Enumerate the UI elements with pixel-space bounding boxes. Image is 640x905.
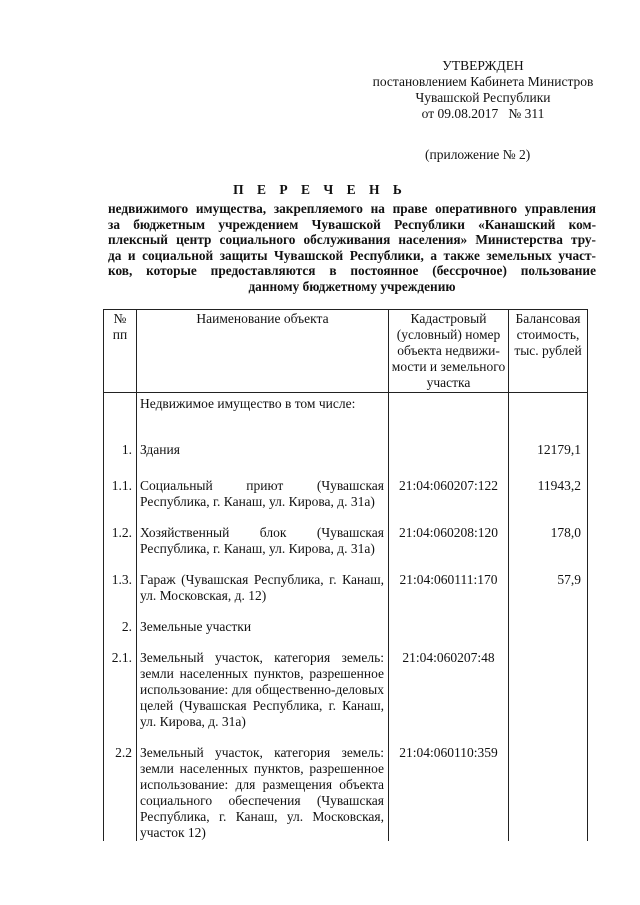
intro-cell: Недвижимое имущество в том числе:	[137, 393, 389, 443]
row-value	[509, 745, 588, 841]
subtitle-line: данному бюджетному учреждению	[248, 278, 456, 294]
document-title: П Е Р Е Ч Е Н Ь	[233, 182, 407, 197]
row-cadastral: 21:04:060207:122	[389, 478, 509, 525]
approval-line-2: Чувашской Республики	[415, 90, 551, 105]
row-num: 2.1.	[104, 650, 137, 745]
document-subtitle	[108, 201, 596, 294]
table-row	[104, 650, 588, 745]
subtitle-line: да и социальной защиты Чувашской Республики, а также земельных участ-	[108, 247, 596, 263]
appendix-note: (приложение № 2)	[425, 147, 531, 162]
subtitle-line: недвижимого имущества, закрепляемого на праве оперативного управления	[108, 201, 596, 216]
header-num: № пп	[104, 310, 137, 393]
row-name: Земельный участок, категория земель: земли населенных пунктов, разрешенное использование: для общественно-деловых целей (Чувашская Республика, г. Канаш, ул. Кирова, д. 31а)	[137, 650, 389, 745]
table-row	[104, 525, 588, 572]
row-num: 2.2	[104, 745, 137, 841]
table-row	[104, 619, 588, 650]
subtitle-line: ков, которые предоставляются в постоянное (бессрочное) пользование	[108, 263, 596, 278]
row-value: 11943,2	[509, 478, 588, 525]
table-header-row	[104, 310, 588, 393]
row-cadastral: 21:04:060111:170	[389, 572, 509, 619]
approval-line-1: постановлением Кабинета Министров	[372, 74, 594, 89]
row-name: Земельные участки	[137, 619, 389, 650]
row-cadastral: 21:04:060207:48	[389, 650, 509, 745]
header-cadastral: Кадастровый (условный) номер объекта недвижи-мости и земельного участка	[389, 310, 509, 393]
table-row	[104, 745, 588, 841]
subtitle-line: плексный центр социального обслуживания населения» Министерства тру-	[108, 232, 596, 247]
approval-block	[358, 58, 608, 122]
row-cadastral: 21:04:060208:120	[389, 525, 509, 572]
property-table	[103, 309, 588, 841]
row-name: Хозяйственный блок (Чувашская Республика, г. Канаш, ул. Кирова, д. 31а)	[137, 525, 389, 572]
row-num: 1.3.	[104, 572, 137, 619]
row-name: Социальный приют (Чувашская Республика, г. Канаш, ул. Кирова, д. 31а)	[137, 478, 389, 525]
header-value: Балансовая стоимость, тыс. рублей	[509, 310, 588, 393]
row-num: 1.2.	[104, 525, 137, 572]
row-name: Гараж (Чувашская Республика, г. Канаш, ул. Московская, д. 12)	[137, 572, 389, 619]
approval-title: УТВЕРЖДЕН	[442, 58, 524, 73]
row-value: 12179,1	[509, 442, 588, 478]
row-num: 1.1.	[104, 478, 137, 525]
subtitle-line: за бюджетным учреждением Чувашской Республики «Канашский ком-	[108, 216, 596, 232]
row-cadastral	[389, 442, 509, 478]
row-name: Земельный участок, категория земель: земли населенных пунктов, разрешенное использование: для размещения объекта социального обеспечения (Чувашская Республика, г. Канаш, ул. Московская, участок 12)	[137, 745, 389, 841]
row-cadastral: 21:04:060110:359	[389, 745, 509, 841]
row-value: 57,9	[509, 572, 588, 619]
row-value	[509, 650, 588, 745]
row-num: 2.	[104, 619, 137, 650]
table-row	[104, 478, 588, 525]
approval-line-3: от 09.08.2017 № 311	[421, 106, 545, 121]
row-value	[509, 619, 588, 650]
row-num: 1.	[104, 442, 137, 478]
row-cadastral	[389, 619, 509, 650]
row-name: Здания	[137, 442, 389, 478]
table-row	[104, 572, 588, 619]
table-row	[104, 442, 588, 478]
table-row	[104, 393, 588, 443]
row-value: 178,0	[509, 525, 588, 572]
header-name: Наименование объекта	[137, 310, 389, 393]
